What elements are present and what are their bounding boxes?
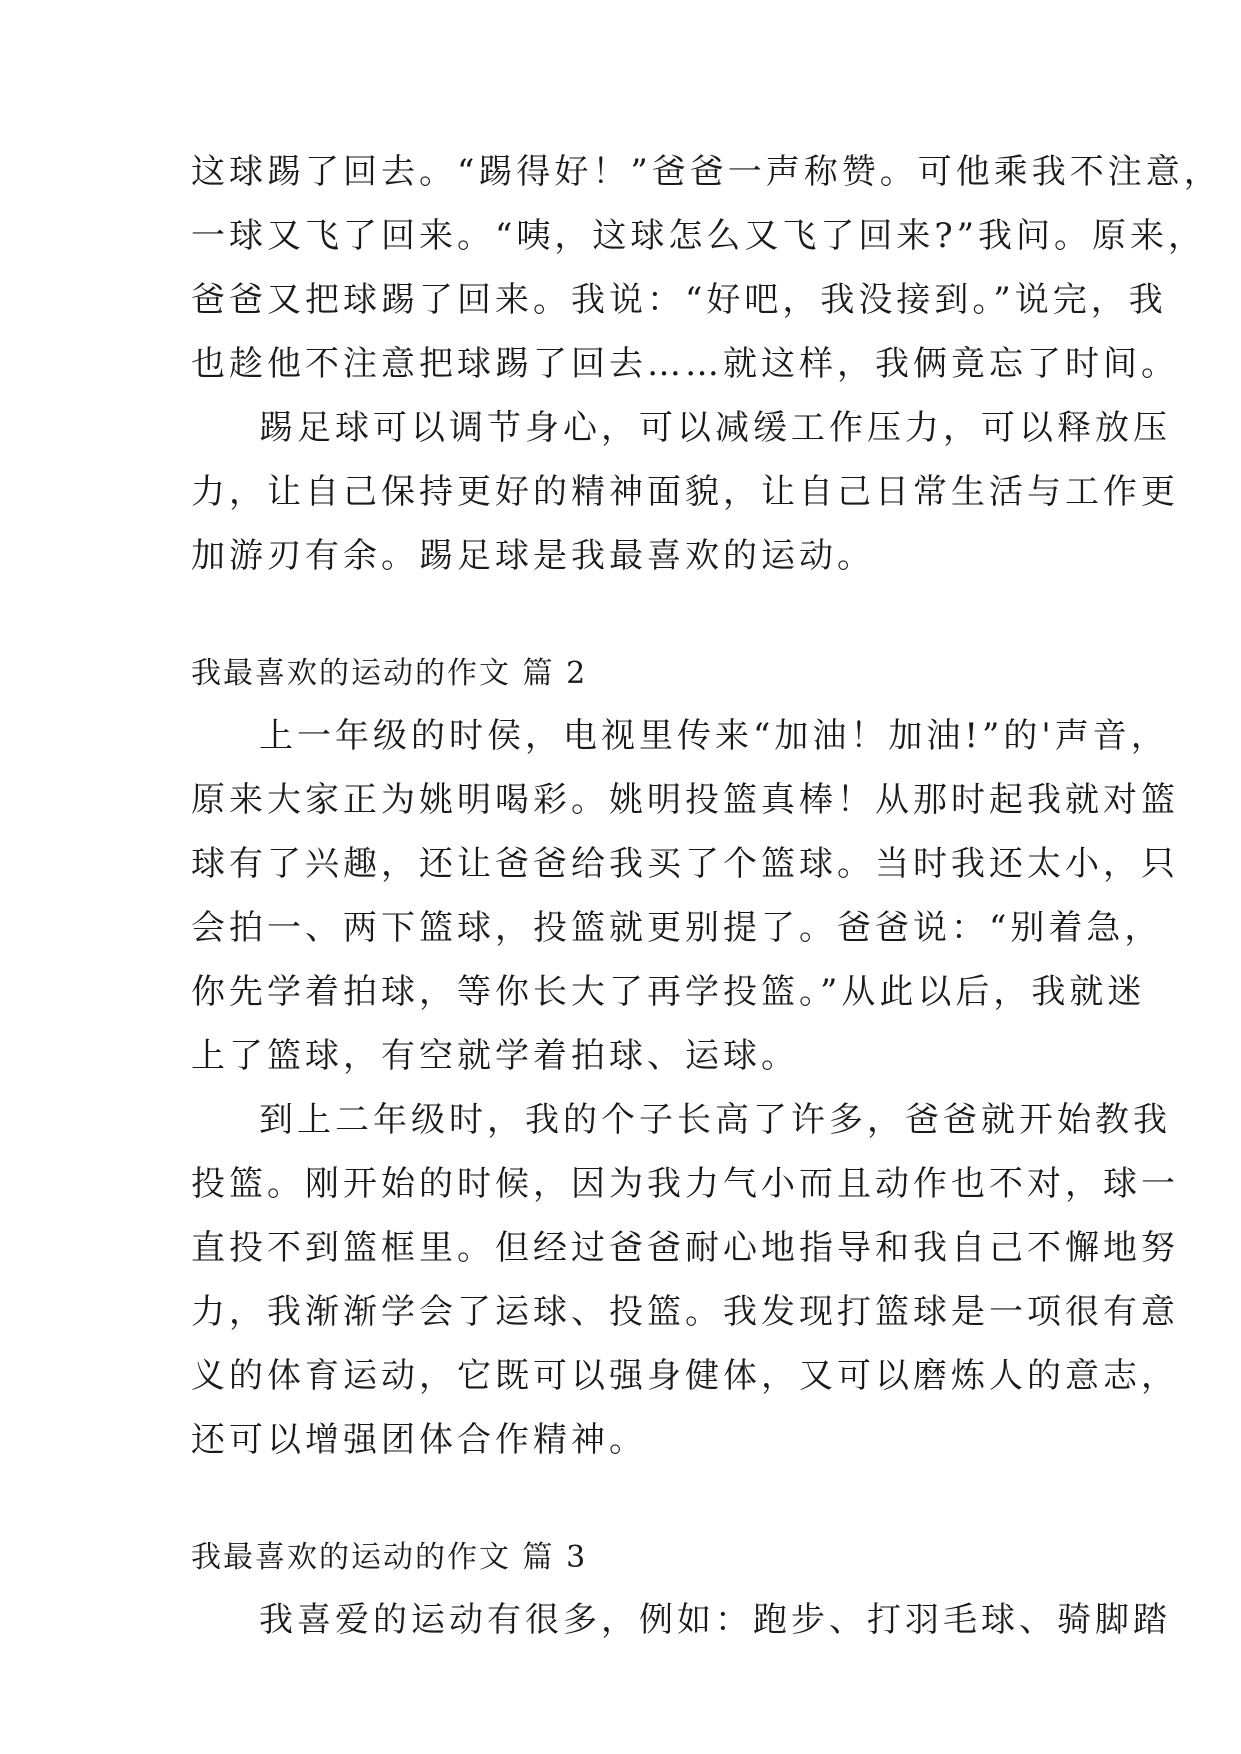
text-line: 力，让自己保持更好的精神面貌，让自己日常生活与工作更 xyxy=(191,472,1179,512)
spacer xyxy=(191,588,1071,644)
text-line: 上了篮球，有空就学着拍球、运球。 xyxy=(191,1036,799,1076)
text-line: 也趁他不注意把球踢了回去……就这样，我俩竟忘了时间。 xyxy=(191,344,1179,384)
text-line: 到上二年级时，我的个子长高了许多，爸爸就开始教我 xyxy=(259,1100,1171,1140)
section3-paragraph xyxy=(191,1588,1171,1652)
section1-paragraph xyxy=(191,140,1222,396)
text-line: 爸爸又把球踢了回来。我说：“好吧，我没接到。”说完，我 xyxy=(191,280,1167,320)
text-line: 上一年级的时侯，电视里传来“加油！加油!”的'声音， xyxy=(259,716,1169,756)
text-line: 还可以增强团体合作精神。 xyxy=(191,1420,647,1460)
text-line: 我喜爱的运动有很多，例如：跑步、打羽毛球、骑脚踏 xyxy=(259,1600,1171,1640)
spacer xyxy=(191,1472,1071,1528)
section-heading: 我最喜欢的运动的作文 篇 3 xyxy=(191,1540,588,1575)
section2-paragraph xyxy=(191,1088,1179,1472)
text-line: 踢足球可以调节身心，可以减缓工作压力，可以释放压 xyxy=(259,408,1171,448)
text-line: 义的体育运动，它既可以强身健体，又可以磨炼人的意志， xyxy=(191,1356,1179,1396)
text-line: 一球又飞了回来。“咦，这球怎么又飞了回来?”我问。原来， xyxy=(191,216,1206,256)
section1-paragraph xyxy=(191,396,1179,588)
text-line: 直投不到篮框里。但经过爸爸耐心地指导和我自己不懈地努 xyxy=(191,1228,1179,1268)
text-line: 这球踢了回去。“踢得好！”爸爸一声称赞。可他乘我不注意， xyxy=(191,152,1222,192)
text-line: 原来大家正为姚明喝彩。姚明投篮真棒！从那时起我就对篮 xyxy=(191,780,1179,820)
document-page xyxy=(191,140,1222,1652)
text-line: 加游刃有余。踢足球是我最喜欢的运动。 xyxy=(191,536,875,576)
text-line: 力，我渐渐学会了运球、投篮。我发现打篮球是一项很有意 xyxy=(191,1292,1179,1332)
text-line: 球有了兴趣，还让爸爸给我买了个篮球。当时我还太小，只 xyxy=(191,844,1179,884)
text-line: 会拍一、两下篮球，投篮就更别提了。爸爸说：“别着急， xyxy=(191,908,1163,948)
section2-paragraph xyxy=(191,704,1179,1088)
text-line: 投篮。刚开始的时候，因为我力气小而且动作也不对，球一 xyxy=(191,1164,1179,1204)
text-line: 你先学着拍球，等你长大了再学投篮。”从此以后，我就迷 xyxy=(191,972,1146,1012)
section-heading: 我最喜欢的运动的作文 篇 2 xyxy=(191,656,588,691)
